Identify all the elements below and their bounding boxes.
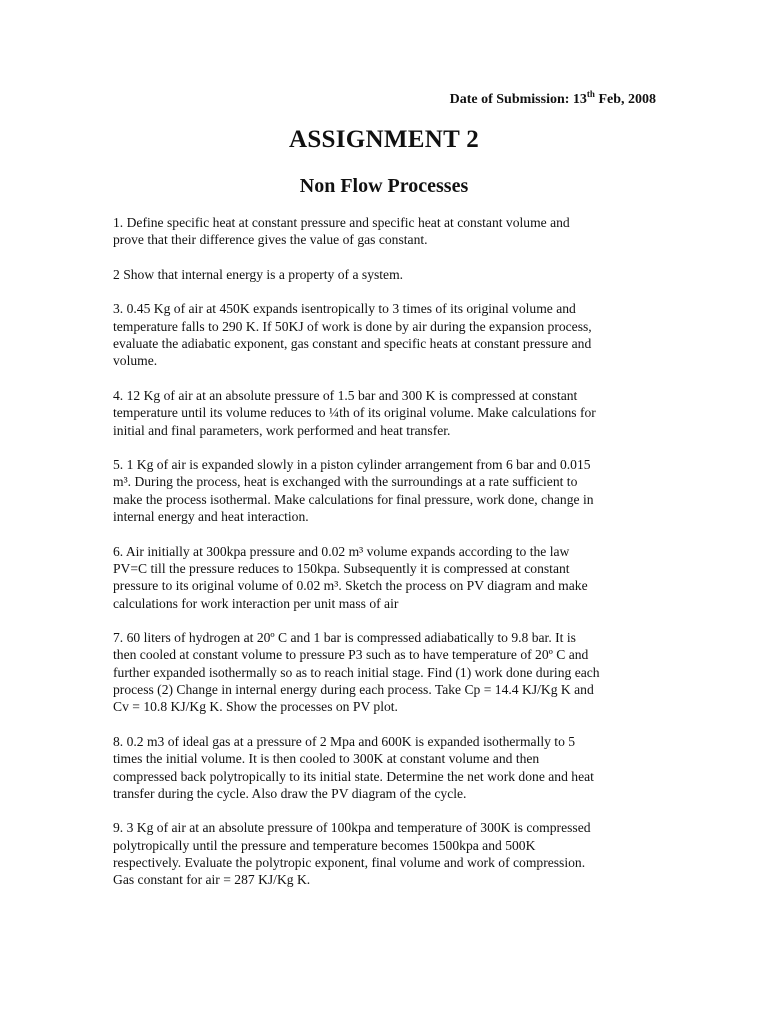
submission-date	[0, 90, 656, 110]
question-6: 6. Air initially at 300kpa pressure and 0.02 m³ volume expands according to the law PV=C till the pressure reduces to 150kpa. Subsequently it is compressed at constant pressure to its original volume of 0.02 m³. Sketch the process on PV diagram and make calculations for work interaction per unit mass of air	[113, 543, 588, 611]
question-list	[113, 214, 653, 906]
question-1: 1. Define specific heat at constant pressure and specific heat at constant volume and prove that their difference gives the value of gas constant.	[113, 215, 570, 248]
question-7: 7. 60 liters of hydrogen at 20º C and 1 bar is compressed adiabatically to 9.8 bar. It is then cooled at constant volume to pressure P3 such as to have temperature of 20º C and further expanded isothermally so as to reach initial stage. Find (1) work done during each process (2) Change in internal energy during each process. Take Cp = 14.4 KJ/Kg K and Cv = 10.8 KJ/Kg K. Show the processes on PV plot.	[113, 630, 600, 715]
question-8: 8. 0.2 m3 of ideal gas at a pressure of 2 Mpa and 600K is expanded isothermally to 5 times the initial volume. It is then cooled to 300K at constant volume and then compressed back polytropically to its initial state. Determine the net work done and heat transfer during the cycle. Also draw the PV diagram of the cycle.	[113, 733, 594, 801]
question-5: 5. 1 Kg of air is expanded slowly in a piston cylinder arrangement from 6 bar and 0.015 m³. During the process, heat is exchanged with the surroundings at a rate sufficient to make the process isothermal. Make calculations for final pressure, work done, change in internal energy and heat interaction.	[113, 457, 594, 525]
question-4: 4. 12 Kg of air at an absolute pressure of 1.5 bar and 300 K is compressed at constant temperature until its volume reduces to ¼th of its original volume. Make calculations for initial and final parameters, work performed and heat transfer.	[113, 387, 596, 438]
question-3: 3. 0.45 Kg of air at 450K expands isentropically to 3 times of its original volume and temperature falls to 290 K. If 50KJ of work is done by air during the expansion process, evaluate the adiabatic exponent, gas constant and specific heats at constant pressure and volume.	[113, 301, 592, 369]
submission-date-label: Date of Submission: 13	[449, 92, 587, 107]
assignment-title: ASSIGNMENT 2	[289, 126, 479, 153]
question-9: 9. 3 Kg of air at an absolute pressure of 100kpa and temperature of 300K is compressed polytropically until the pressure and temperature becomes 1500kpa and 500K respectively. Evaluate the polytropic exponent, final volume and work of compression. Gas constant for air = 287 KJ/Kg K.	[113, 820, 591, 888]
question-2: 2 Show that internal energy is a property of a system.	[113, 266, 404, 282]
assignment-subtitle: Non Flow Processes	[299, 175, 469, 197]
submission-date-rest: Feb, 2008	[594, 92, 656, 107]
submission-date-suffix: th	[586, 89, 595, 99]
